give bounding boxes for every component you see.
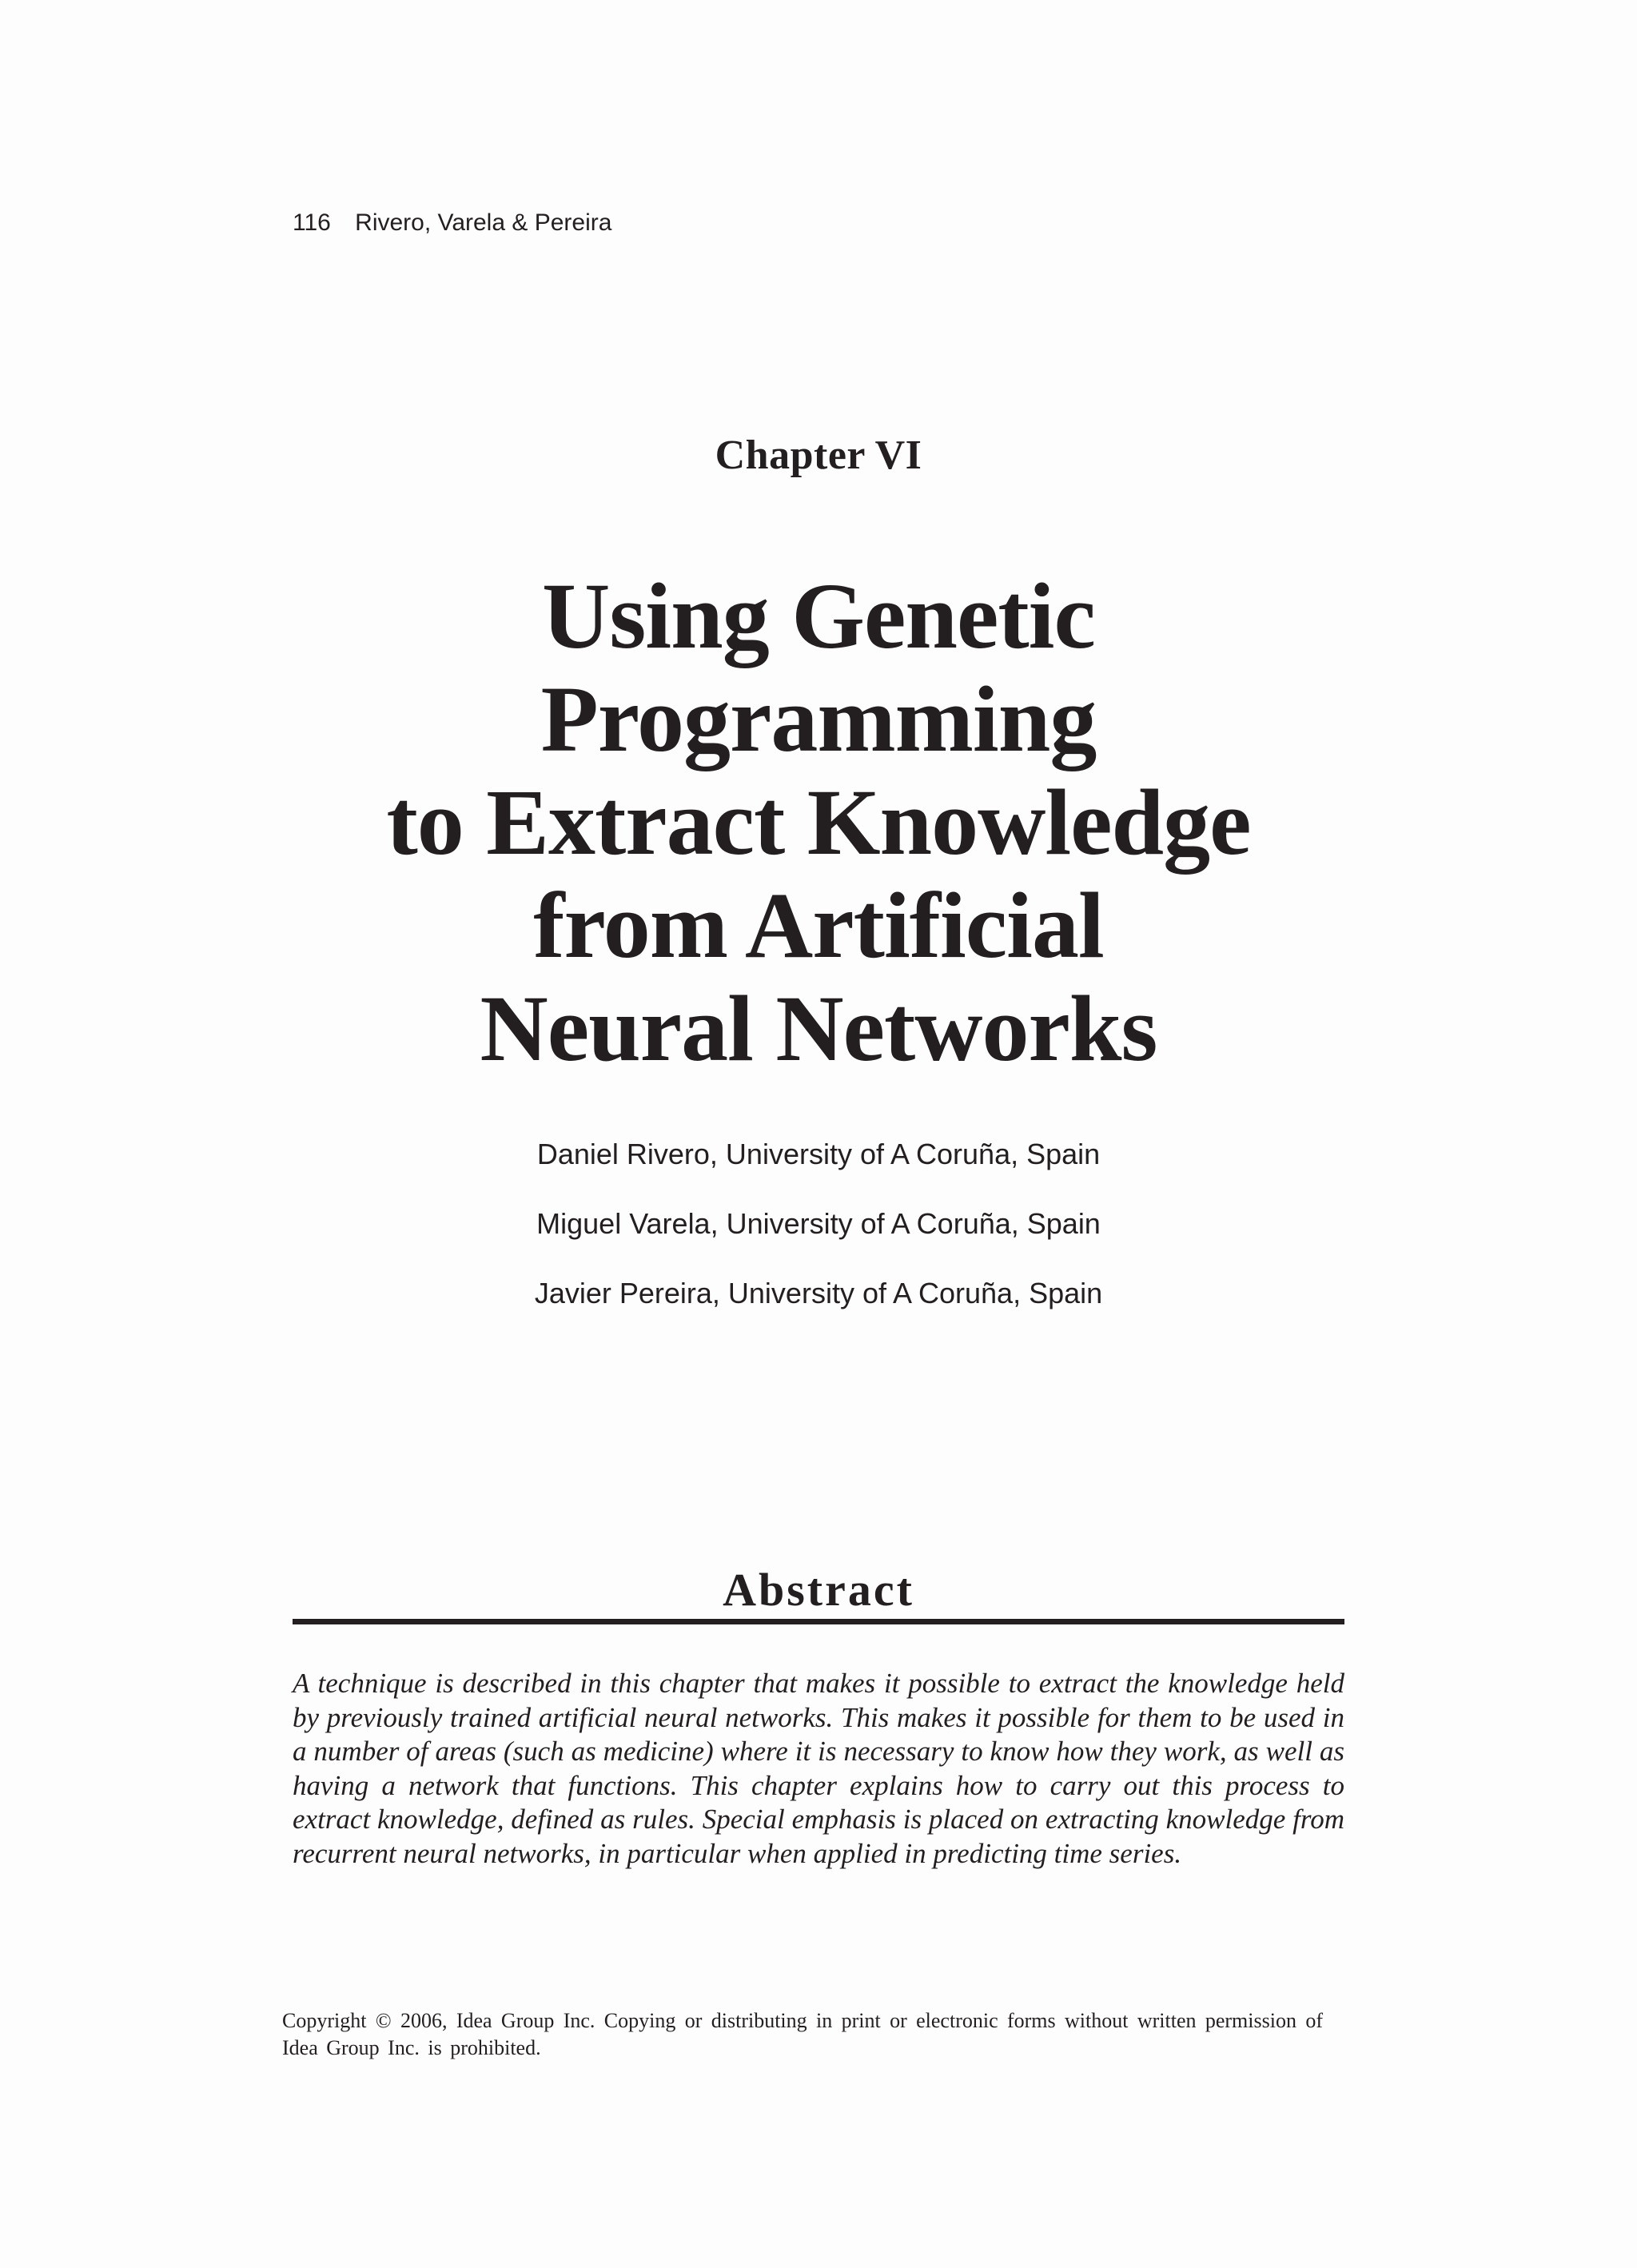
page-number: 116	[293, 209, 331, 236]
chapter-label: Chapter VI	[715, 432, 922, 478]
running-head-authors: Rivero, Varela & Pereira	[355, 209, 612, 236]
author-affiliation: Miguel Varela, University of A Coruña, Spain	[536, 1207, 1101, 1240]
title-line: Programming	[540, 667, 1097, 771]
copyright-notice: Copyright © 2006, Idea Group Inc. Copying or distributing in print or electronic forms without written permission of Idea Group Inc. is prohibited.	[282, 2009, 1323, 2059]
abstract-divider	[293, 1619, 1344, 1624]
running-head	[293, 207, 611, 239]
author-list	[0, 1137, 1637, 1345]
abstract-heading: Abstract	[723, 1564, 914, 1616]
title-line: Using Genetic	[542, 564, 1095, 668]
title-line: to Extract Knowledge	[386, 770, 1251, 875]
title-line: from Artificial	[533, 873, 1104, 978]
title-line: Neural Networks	[480, 976, 1157, 1081]
author-affiliation: Daniel Rivero, University of A Coruña, Spain	[536, 1138, 1101, 1170]
abstract-text: A technique is described in this chapter that makes it possible to extract the knowledge held by previously trained artificial neural networks. This makes it possible for them to be used in a number of areas (such as medicine) where it is necessary to know how they work, as well as having a network that functions. This chapter explains how to carry out this process to extract knowledge, defined as rules. Special emphasis is placed on extracting knowledge from recurrent neural networks, in particular when applied in predicting time series.	[293, 1668, 1344, 1869]
chapter-title	[160, 564, 1477, 1080]
author-affiliation: Javier Pereira, University of A Coruña, Spain	[534, 1277, 1103, 1309]
